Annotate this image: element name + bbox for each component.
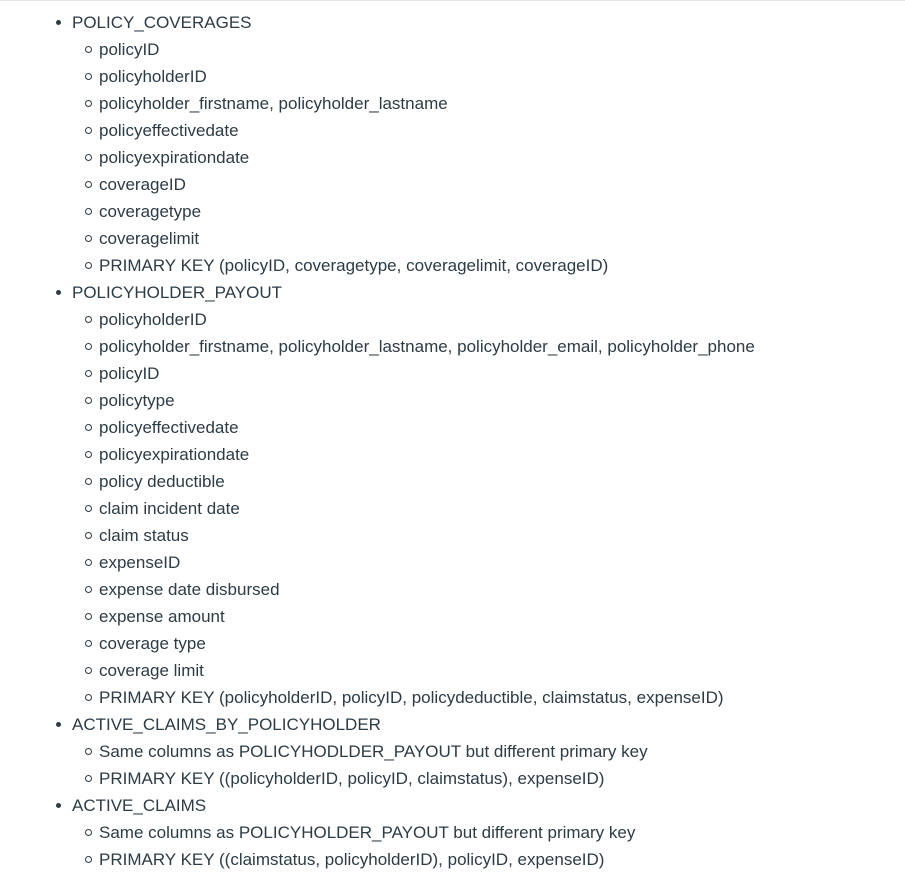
circle-bullet-icon (85, 343, 92, 350)
disc-bullet-icon (56, 290, 61, 295)
column-text: expenseID (99, 553, 181, 572)
column-text: claim status (99, 526, 189, 545)
column-text: coverage limit (99, 661, 204, 680)
column-item (0, 306, 905, 333)
circle-bullet-icon (85, 505, 92, 512)
circle-bullet-icon (85, 100, 92, 107)
column-item (0, 198, 905, 225)
disc-bullet-icon (56, 803, 61, 808)
primary-key-item (0, 846, 905, 873)
circle-bullet-icon (85, 478, 92, 485)
circle-bullet-icon (85, 73, 92, 80)
table-section-active-claims-by-policyholder (0, 711, 905, 792)
column-text: coveragelimit (99, 229, 200, 248)
column-item (0, 495, 905, 522)
circle-bullet-icon (85, 667, 92, 674)
circle-bullet-icon (85, 451, 92, 458)
circle-bullet-icon (85, 775, 92, 782)
table-title: POLICYHOLDER_PAYOUT (72, 283, 283, 302)
note-item (0, 819, 905, 846)
column-text: policyeffectivedate (99, 418, 239, 437)
primary-key-text: PRIMARY KEY (policyID, coveragetype, coveragelimit, coverageID) (99, 256, 609, 275)
primary-key-text: PRIMARY KEY ((claimstatus, policyholderID), policyID, expenseID) (99, 850, 605, 869)
circle-bullet-icon (85, 829, 92, 836)
circle-bullet-icon (85, 856, 92, 863)
column-text: policyeffectivedate (99, 121, 239, 140)
circle-bullet-icon (85, 694, 92, 701)
table-section-policyholder-payout (0, 279, 905, 711)
table-section-active-claims (0, 792, 905, 873)
column-item (0, 387, 905, 414)
column-item (0, 576, 905, 603)
column-list (0, 36, 905, 279)
column-list (0, 819, 905, 873)
circle-bullet-icon (85, 586, 92, 593)
column-item (0, 117, 905, 144)
column-item (0, 414, 905, 441)
primary-key-item (0, 684, 905, 711)
circle-bullet-icon (85, 235, 92, 242)
primary-key-text: PRIMARY KEY (policyholderID, policyID, policydeductible, claimstatus, expenseID) (99, 688, 724, 707)
circle-bullet-icon (85, 181, 92, 188)
column-text: policyholderID (99, 310, 207, 329)
column-text: policytype (99, 391, 175, 410)
column-item (0, 630, 905, 657)
column-text: policyholder_firstname, policyholder_lastname (99, 94, 448, 113)
circle-bullet-icon (85, 613, 92, 620)
primary-key-item (0, 252, 905, 279)
column-item (0, 657, 905, 684)
circle-bullet-icon (85, 127, 92, 134)
column-item (0, 360, 905, 387)
schema-document (0, 9, 905, 873)
column-text: policyholderID (99, 67, 207, 86)
circle-bullet-icon (85, 46, 92, 53)
circle-bullet-icon (85, 208, 92, 215)
table-section-policy-coverages (0, 9, 905, 279)
table-title: POLICY_COVERAGES (72, 13, 252, 32)
circle-bullet-icon (85, 262, 92, 269)
column-item (0, 603, 905, 630)
circle-bullet-icon (85, 559, 92, 566)
column-text: policyholder_firstname, policyholder_lastname, policyholder_email, policyholder_phone (99, 337, 755, 356)
column-item (0, 171, 905, 198)
column-text: policyexpirationdate (99, 148, 250, 167)
circle-bullet-icon (85, 748, 92, 755)
circle-bullet-icon (85, 154, 92, 161)
disc-bullet-icon (56, 722, 61, 727)
circle-bullet-icon (85, 316, 92, 323)
column-text: policy deductible (99, 472, 225, 491)
column-item (0, 63, 905, 90)
column-item (0, 36, 905, 63)
column-text: coverageID (99, 175, 186, 194)
column-text: coverage type (99, 634, 206, 653)
column-item (0, 90, 905, 117)
disc-bullet-icon (56, 20, 61, 25)
column-item (0, 441, 905, 468)
top-divider (0, 0, 905, 1)
primary-key-item (0, 765, 905, 792)
circle-bullet-icon (85, 424, 92, 431)
column-item (0, 225, 905, 252)
column-text: claim incident date (99, 499, 240, 518)
column-item (0, 549, 905, 576)
column-item (0, 468, 905, 495)
column-list (0, 306, 905, 711)
circle-bullet-icon (85, 397, 92, 404)
column-text: coveragetype (99, 202, 202, 221)
primary-key-text: PRIMARY KEY ((policyholderID, policyID, claimstatus), expenseID) (99, 769, 605, 788)
note-text: Same columns as POLICYHOLDER_PAYOUT but different primary key (99, 823, 636, 842)
column-text: policyexpirationdate (99, 445, 250, 464)
note-item (0, 738, 905, 765)
column-text: policyID (99, 364, 160, 383)
table-title: ACTIVE_CLAIMS_BY_POLICYHOLDER (72, 715, 381, 734)
column-list (0, 738, 905, 792)
column-item (0, 522, 905, 549)
column-item (0, 144, 905, 171)
circle-bullet-icon (85, 370, 92, 377)
column-text: expense amount (99, 607, 225, 626)
table-list (0, 9, 905, 873)
circle-bullet-icon (85, 640, 92, 647)
note-text: Same columns as POLICYHODLDER_PAYOUT but different primary key (99, 742, 648, 761)
column-text: policyID (99, 40, 160, 59)
circle-bullet-icon (85, 532, 92, 539)
column-item (0, 333, 905, 360)
table-title: ACTIVE_CLAIMS (72, 796, 207, 815)
column-text: expense date disbursed (99, 580, 280, 599)
